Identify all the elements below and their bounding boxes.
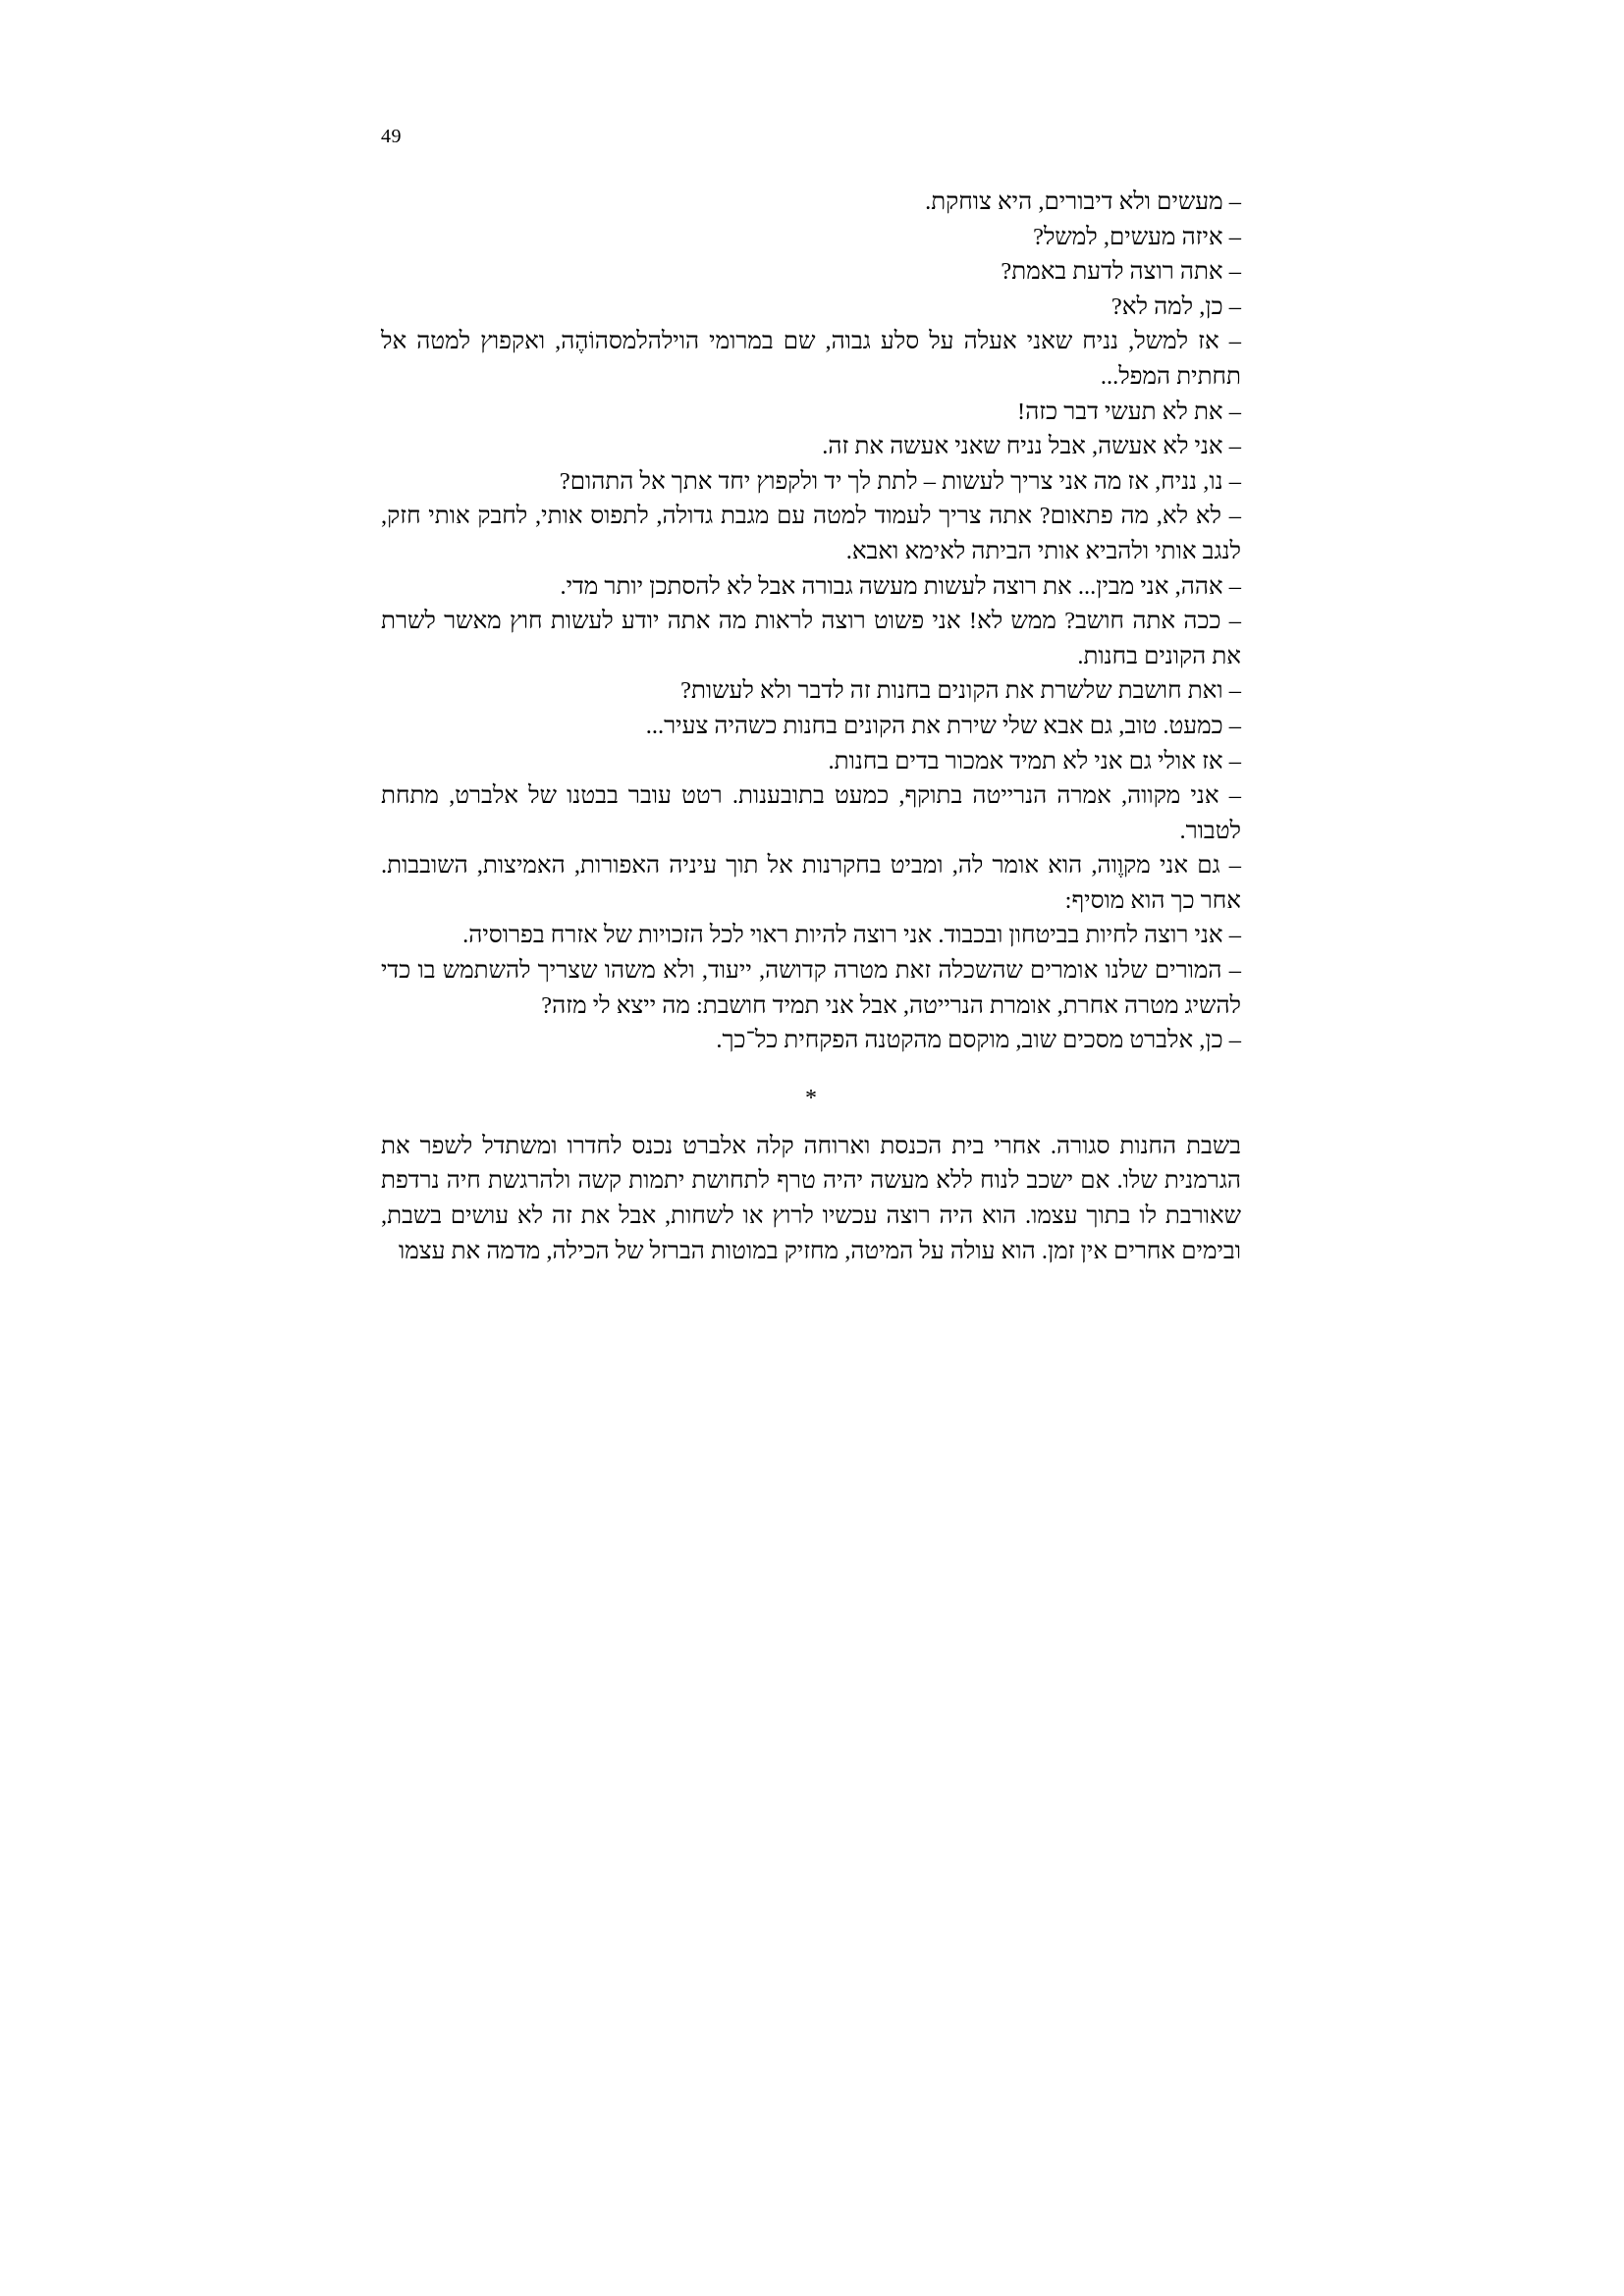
dialogue-line: – איזה מעשים, למשל?: [1033, 223, 1241, 250]
dialogue-line: – אני רוצה לחיות בביטחון ובכבוד. אני רוצה להיות ראוי לכל הזכויות של אזרח בפרוסיה.: [462, 922, 1241, 949]
dialogue-line: – נו, נניח, אז מה אני צריך לעשות – לתת לך יד ולקפוץ יחד אתך אל התהום?: [559, 467, 1241, 495]
dialogue-line: – אז אולי גם אני לא תמיד אמכור בדים בחנות.: [828, 747, 1241, 774]
dialogue-line: – גם אני מקוֶוה, הוא אומר לה, ומביט בחקרנות אל תוך עיניה האפורות, האמיצות, השובבות. אחר כך הוא מוסיף:: [381, 852, 1241, 914]
dialogue-line: – אתה רוצה לדעת באמת?: [1001, 258, 1241, 286]
page-number: 49: [381, 126, 402, 147]
section-separator: *: [805, 1085, 817, 1111]
prose-block: [381, 1129, 1241, 1268]
dialogue-block: [381, 185, 1241, 1058]
dialogue-line: – ככה אתה חושב? ממש לא! אני פשוט רוצה לראות מה אתה יודע לעשות חוץ מאשר לשרת את הקונים בחנות.: [381, 608, 1241, 669]
dialogue-line: – אני לא אעשה, אבל נניח שאני אעשה את זה.: [822, 433, 1241, 460]
dialogue-line: – כן, אלברט מסכים שוב, מוקסם מהקטנה הפקחית כל־כך.: [716, 1027, 1241, 1054]
prose-paragraph: בשבת החנות סגורה. אחרי בית הכנסת וארוחה קלה אלברט נכנס לחדרו ומשתדל לשפר את הגרמנית שלו. אם ישכב לנוח ללא מעשה יהיה טרף לתחושת יתמות קשה ולהרגשת חיה נרדפת שאורבת לו בתוך עצמו. הוא היה רוצה עכשיו לרוץ או לשחות, אבל את זה לא עושים בשבת, ובימים אחרים אין זמן. הוא עולה על המיטה, מחזיק במוטות הברזל של הכילה, מדמה את עצמו: [381, 1132, 1241, 1264]
dialogue-line: – אז למשל, נניח שאני אעלה על סלע גבוה, שם במרומי הוילהלמסהוֹהֶה, ואקפוץ למטה אל תחתית המפל...: [381, 328, 1241, 390]
dialogue-line: – אהה, אני מבין... את רוצה לעשות מעשה גבורה אבל לא להסתכן יותר מדי.: [560, 572, 1241, 600]
dialogue-line: – לא לא, מה פתאום? אתה צריך לעמוד למטה עם מגבת גדולה, לתפוס אותי, לחבק אותי חזק, לנגב אותי ולהביא אותי הביתה לאימא ואבא.: [381, 503, 1241, 564]
dialogue-line: – המורים שלנו אומרים שהשכלה זאת מטרה קדושה, ייעוד, ולא משהו שצריך להשתמש בו כדי להשיג מטרה אחרת, אומרת הנרייטה, אבל אני תמיד חושבת: מה ייצא לי מזה?: [381, 957, 1241, 1019]
dialogue-line: – ואת חושבת שלשרת את הקונים בחנות זה לדבר ולא לעשות?: [680, 677, 1241, 705]
dialogue-line: – כמעט. טוב, גם אבא שלי שירת את הקונים בחנות כשהיה צעיר...: [645, 712, 1241, 739]
dialogue-line: – מעשים ולא דיבורים, היא צוחקת.: [925, 188, 1241, 215]
page-body: [381, 185, 1241, 1268]
dialogue-line: – אני מקווה, אמרה הנרייטה בתוקף, כמעט בתובענות. רטט עובר בבטנו של אלברט, מתחת לטבור.: [381, 782, 1241, 844]
dialogue-line: – את לא תעשי דבר כזה!: [1017, 398, 1241, 425]
dialogue-line: – כן, למה לא?: [1110, 293, 1241, 320]
